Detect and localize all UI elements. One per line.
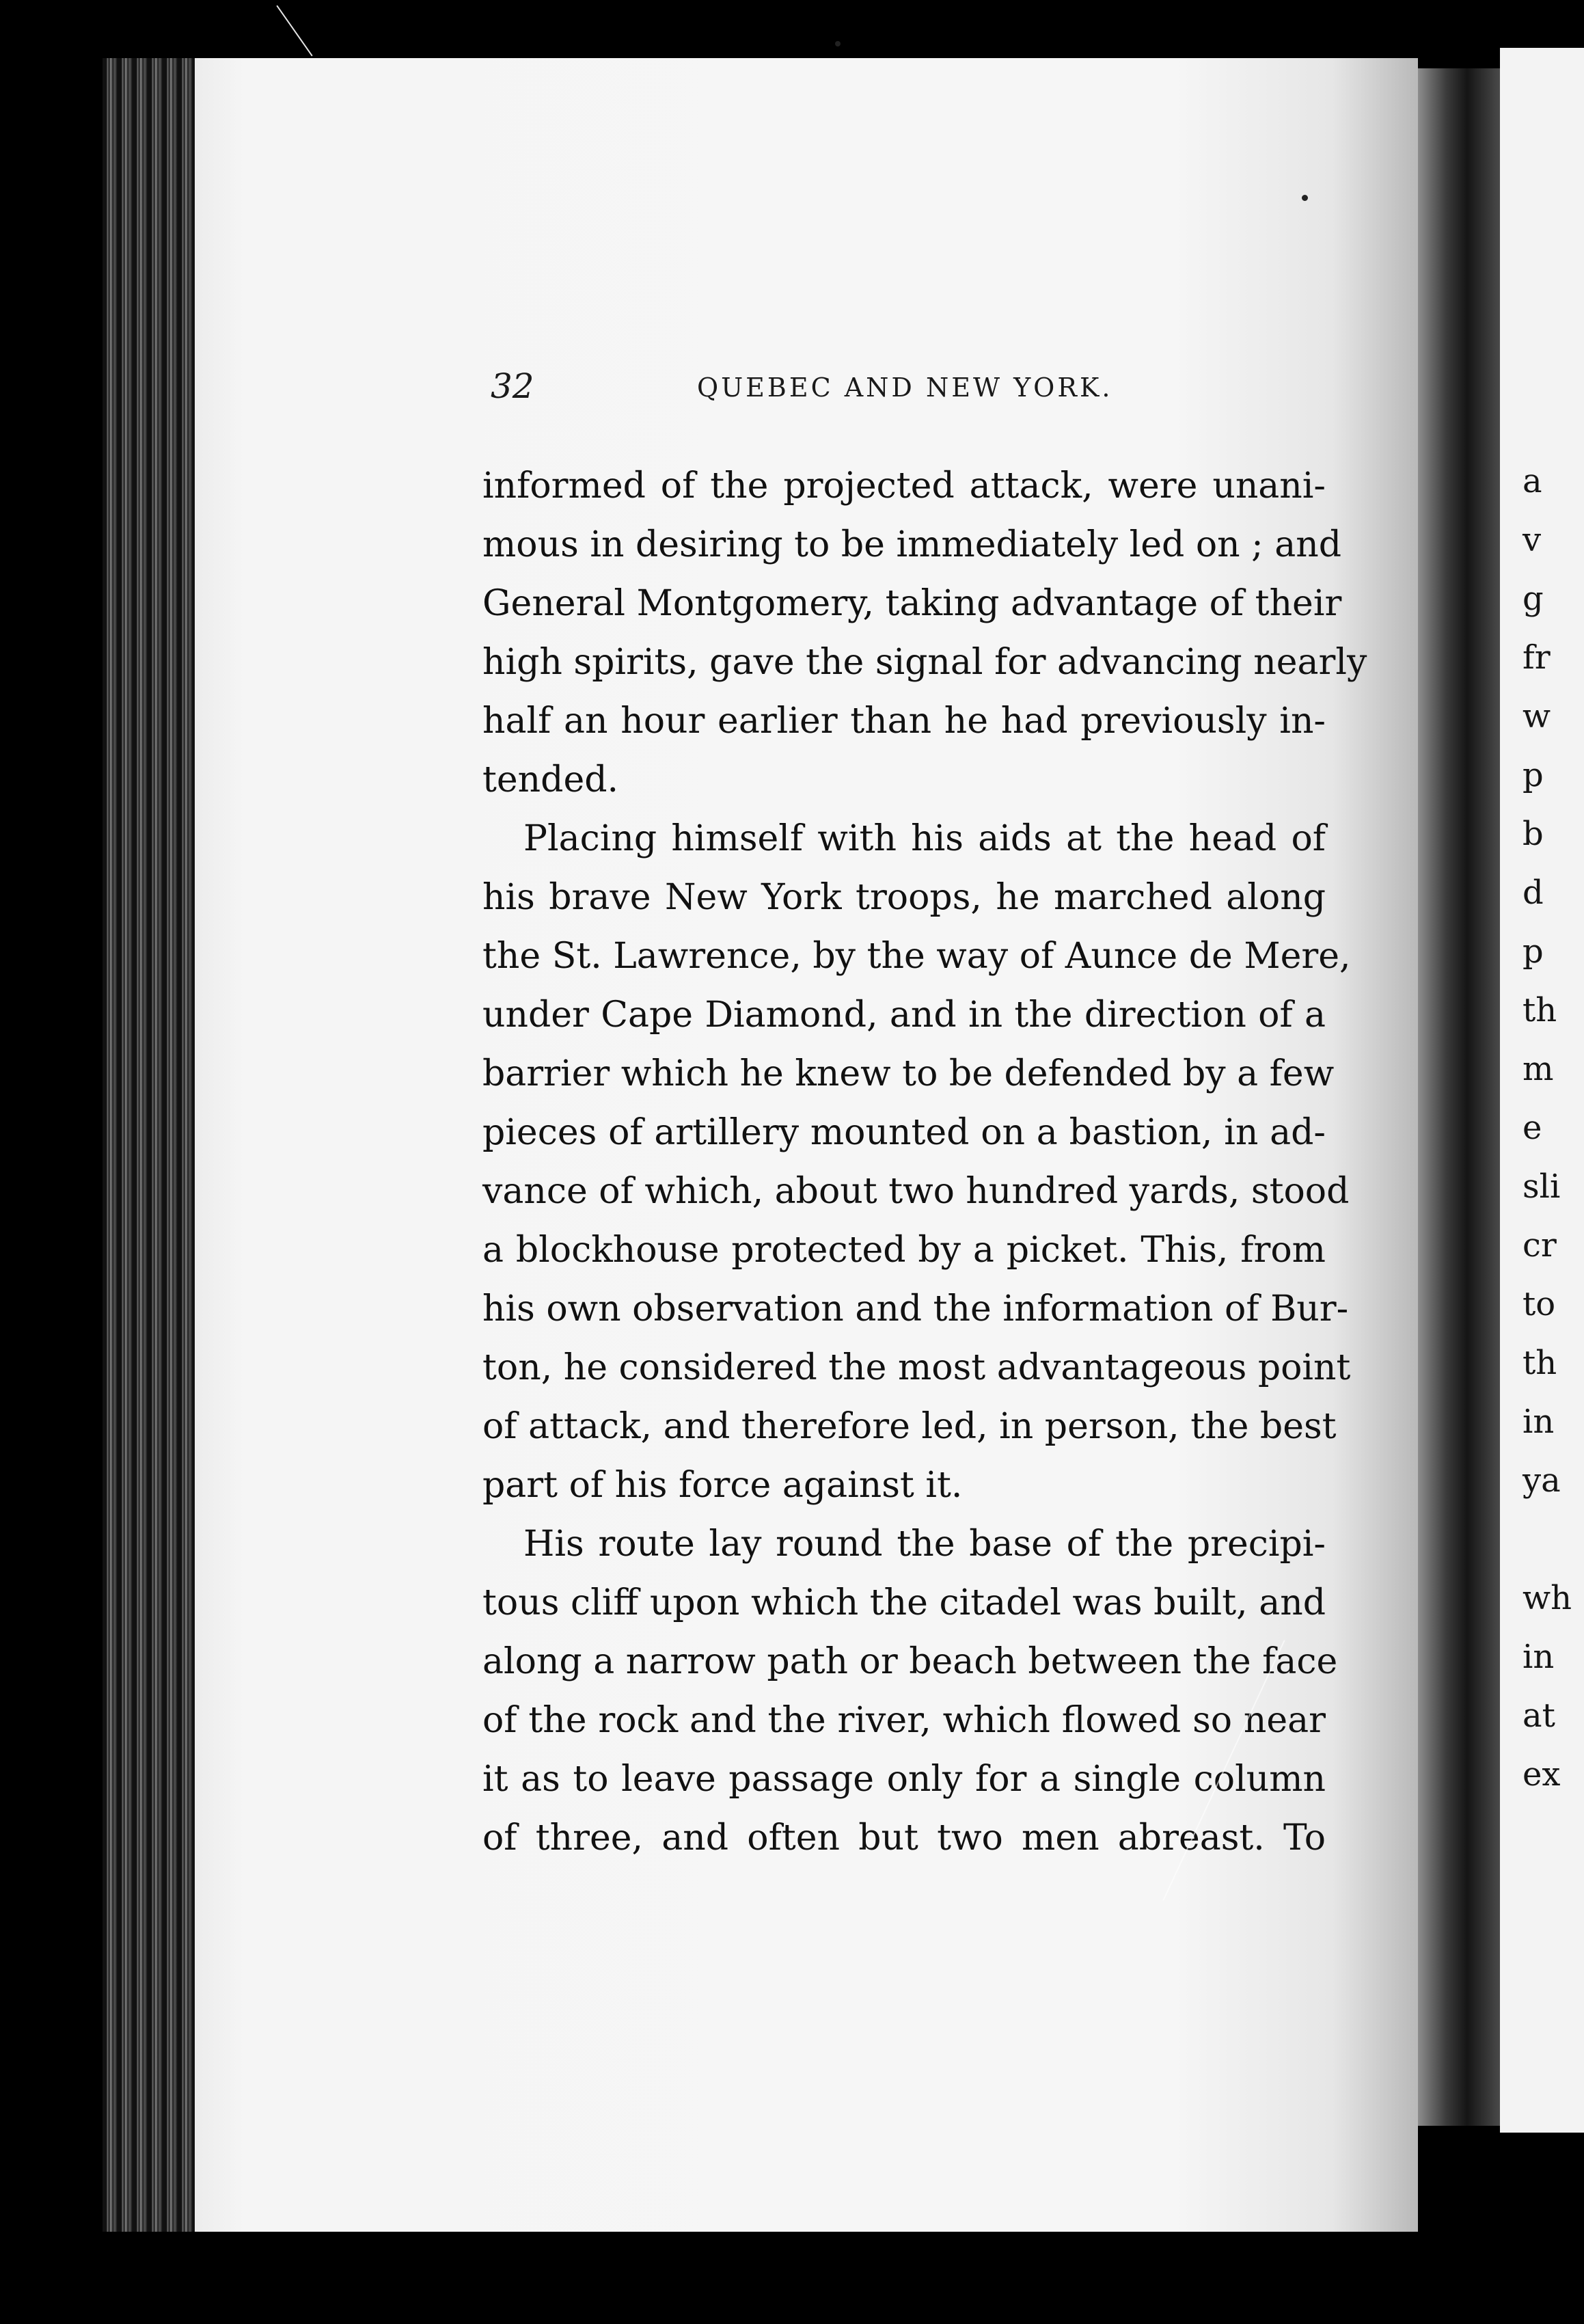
facing-page [1500, 48, 1584, 2133]
text-line: the St. Lawrence, by the way of Aunce de Mere, [482, 936, 1351, 977]
text-line: ton, he considered the most advantageous point [482, 1347, 1351, 1388]
facing-line: p [1522, 756, 1544, 794]
facing-line: at [1522, 1697, 1555, 1735]
text-line: his brave New York troops, he marched along [482, 877, 1326, 918]
facing-line: a [1522, 462, 1542, 500]
scan-scratch [276, 5, 312, 57]
text-line: tous cliff upon which the citadel was built, and [482, 1582, 1326, 1623]
facing-line: m [1522, 1050, 1554, 1088]
book-gutter [1418, 68, 1500, 2126]
text-line: vance of which, about two hundred yards, stood [482, 1171, 1350, 1212]
text-line: along a narrow path or beach between the face [482, 1641, 1338, 1682]
text-line: mous in desiring to be immediately led on ; and [482, 524, 1341, 565]
text-line: informed of the projected attack, were unani- [482, 465, 1326, 506]
text-line: part of his force against it. [482, 1465, 963, 1506]
page-number: 32 [491, 366, 534, 406]
facing-line: e [1522, 1109, 1542, 1147]
text-line: pieces of artillery mounted on a bastion, in ad- [482, 1112, 1326, 1153]
text-line: a blockhouse protected by a picket. This, from [482, 1230, 1326, 1271]
facing-line: p [1522, 932, 1544, 971]
facing-line: th [1522, 991, 1557, 1029]
facing-line: v [1522, 521, 1542, 559]
text-line: high spirits, gave the signal for advancing nearly [482, 642, 1367, 683]
text-line: of attack, and therefore led, in person, the best [482, 1406, 1337, 1447]
text-line: General Montgomery, taking advantage of their [482, 583, 1342, 624]
facing-line: ex [1522, 1755, 1561, 1794]
facing-line: fr [1522, 638, 1551, 677]
text-line: of three, and often but two men abreast. To [482, 1818, 1326, 1859]
text-line: of the rock and the river, which flowed so near [482, 1700, 1326, 1741]
facing-line: g [1522, 580, 1544, 618]
text-line: under Cape Diamond, and in the direction of a [482, 995, 1326, 1036]
facing-line: th [1522, 1344, 1557, 1382]
facing-line: in [1522, 1638, 1555, 1676]
dust-speck [835, 41, 841, 46]
page-edge-stack [103, 58, 198, 2232]
text-line: His route lay round the base of the precipi- [523, 1524, 1326, 1565]
facing-line: wh [1522, 1579, 1572, 1617]
facing-line: b [1522, 815, 1544, 853]
facing-line: d [1522, 874, 1544, 912]
dust-speck [1302, 195, 1308, 201]
running-title: QUEBEC AND NEW YORK. [697, 373, 1113, 403]
facing-line: w [1522, 697, 1551, 735]
text-line: tended. [482, 759, 619, 800]
facing-line: sli [1522, 1167, 1561, 1206]
facing-line: to [1522, 1285, 1556, 1323]
facing-line: cr [1522, 1226, 1557, 1265]
text-line: half an hour earlier than he had previously in- [482, 701, 1326, 742]
text-line: barrier which he knew to be defended by a few [482, 1053, 1335, 1094]
facing-line: ya [1522, 1461, 1561, 1500]
text-line: Placing himself with his aids at the head of [523, 818, 1326, 859]
text-line: it as to leave passage only for a single column [482, 1759, 1326, 1800]
running-head [491, 364, 1331, 408]
text-line: his own observation and the information of Bur- [482, 1288, 1349, 1329]
facing-line: in [1522, 1403, 1555, 1441]
